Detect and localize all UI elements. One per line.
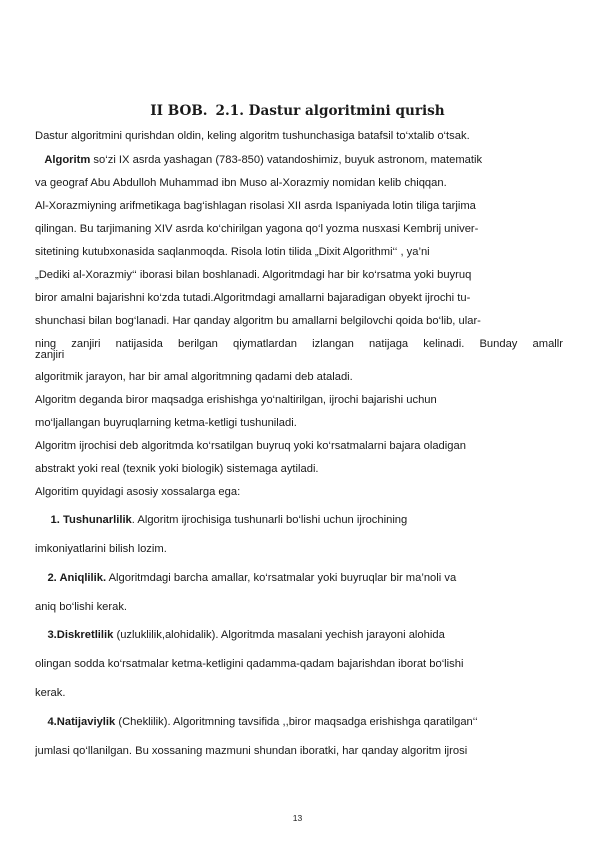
paragraph-line: ning zanjiri natijasida berilgan qiymatlardan izlangan natijaga kelinadi. Bunday amallr (35, 338, 563, 350)
property-term: 3.Diskretlilik (47, 629, 114, 641)
paragraph-line: Algoritm ijrochisi deb algoritmda ko‘rsatilgan buyruq yoki ko‘rsatmalarni bajara oladigan (35, 440, 466, 452)
paragraph-line: shunchasi bilan bog‘lanadi. Har qanday algoritm bu amallarni belgilovchi qoida bo‘lib, ular- (35, 315, 481, 327)
property-line: kerak. (35, 687, 66, 699)
property-term: 2. Aniqlilik. (47, 572, 107, 584)
intro-paragraph: Dastur algoritmini qurishdan oldin, keling algoritm tushunchasiga batafsil to‘xtalib o‘tsak. (35, 130, 470, 142)
property-term: 4.Natijaviylik (47, 716, 116, 728)
property-item: 4.Natijaviylik (Cheklilik). Algoritmning tavsifida ,,biror maqsadga erishishga qaratilgan‘‘ (47, 716, 478, 728)
property-line: jumlasi qo‘llanilgan. Bu xossaning mazmuni shundan iboratki, har qanday algoritm ijrosi (35, 745, 468, 757)
paragraph-line: va geograf Abu Abdulloh Muhammad ibn Muso al-Xorazmiy nomidan kelib chiqqan. (35, 177, 447, 189)
paragraph-line: sitetining kutubxonasida saqlanmoqda. Risola lotin tilida „Dixit Algorithmi‘‘ , ya’ni (35, 246, 430, 258)
paragraph-line: mo‘ljallangan buyruqlarning ketma-ketligi tushuniladi. (35, 417, 297, 429)
paragraph-line: zanjiri (35, 349, 65, 361)
property-line: olingan sodda ko‘rsatmalar ketma-ketligini qadamma-qadam bajarishdan iborat bo‘lishi (35, 658, 464, 670)
chapter-label: II BOB. (150, 103, 208, 119)
paragraph-line: „Dediki al-Xorazmiy‘‘ iborasi bilan boshlanadi. Algoritmdagi har bir ko‘rsatma yoki buyruq (35, 269, 472, 281)
paragraph-line: Algoritm so‘zi IX asrda yashagan (783-850) vatandoshimiz, buyuk astronom, matematik (44, 154, 483, 166)
paragraph-line: Algoritim quyidagi asosiy xossalarga ega: (35, 486, 241, 498)
property-line: imkoniyatlarini bilish lozim. (35, 543, 167, 555)
property-item: 2. Aniqlilik. Algoritmdagi barcha amallar, ko‘rsatmalar yoki buyruqlar bir ma’noli va (47, 572, 457, 584)
property-item: 1. Tushunarlilik. Algoritm ijrochisiga tushunarli bo‘lishi uchun ijrochining (50, 514, 408, 526)
paragraph-line: abstrakt yoki real (texnik yoki biologik) sistemaga aytiladi. (35, 463, 319, 475)
section-heading (0, 103, 595, 119)
property-term: 1. Tushunarlilik (50, 514, 132, 526)
paragraph-line: biror amalni bajarishni ko‘zda tutadi.Algoritmdagi amallarni bajaradigan obyekt ijrochi tu- (35, 292, 471, 304)
page-number: 13 (292, 813, 303, 823)
paragraph-line: Al-Xorazmiyning arifmetikaga bag‘ishlagan risolasi XII asrda Ispaniyada lotin tiliga tarjima (35, 200, 476, 212)
paragraph-line: algoritmik jarayon, har bir amal algoritmning qadami deb ataladi. (35, 371, 353, 383)
section-title: 2.1. Dastur algoritmini qurish (215, 103, 445, 119)
paragraph-line: Algoritm deganda biror maqsadga erishishga yo‘naltirilgan, ijrochi bajarishi uchun (35, 394, 437, 406)
property-line: aniq bo‘lishi kerak. (35, 601, 128, 613)
paragraph-line: qilingan. Bu tarjimaning XIV asrda ko‘chirilgan yagona qo‘l yozma nusxasi Kembrij univer- (35, 223, 479, 235)
term-algoritm: Algoritm (44, 154, 91, 166)
property-item: 3.Diskretlilik (uzluklilik,alohidalik). Algoritmda masalani yechish jarayoni alohida (47, 629, 445, 641)
